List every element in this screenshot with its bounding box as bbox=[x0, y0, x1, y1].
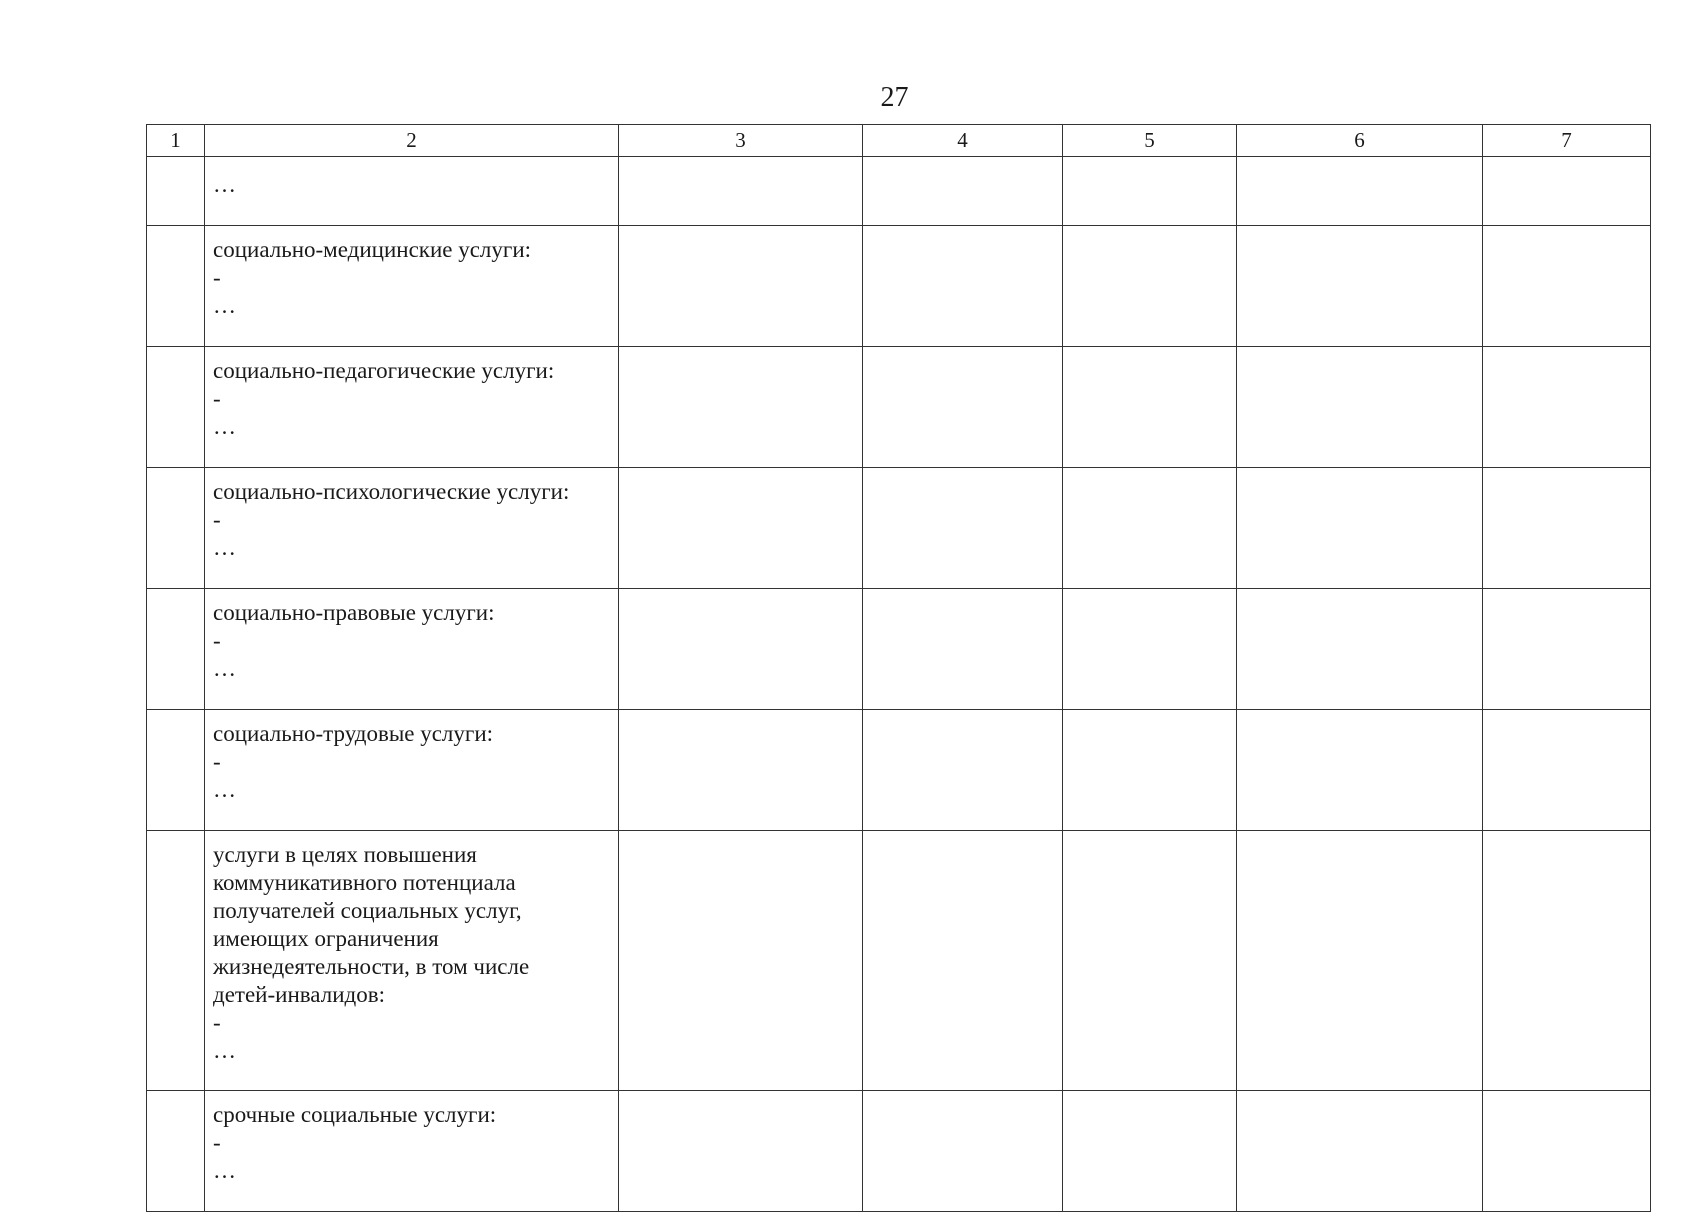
cell-col-6 bbox=[1237, 710, 1483, 831]
cell-col-6 bbox=[1237, 347, 1483, 468]
header-col-7: 7 bbox=[1483, 125, 1651, 157]
cell-col-6 bbox=[1237, 589, 1483, 710]
cell-col-5 bbox=[1063, 589, 1237, 710]
table-row bbox=[147, 157, 1651, 226]
cell-line: социально-трудовые услуги: bbox=[213, 721, 494, 746]
cell-col-3 bbox=[619, 589, 863, 710]
cell-service-name bbox=[205, 347, 619, 468]
cell-col-3 bbox=[619, 226, 863, 347]
cell-line: детей-инвалидов: bbox=[213, 982, 385, 1007]
cell-col-5 bbox=[1063, 710, 1237, 831]
cell-col-5 bbox=[1063, 1091, 1237, 1212]
table-row bbox=[147, 468, 1651, 589]
cell-col-3 bbox=[619, 1091, 863, 1212]
cell-service-name bbox=[205, 1091, 619, 1212]
cell-line: услуги в целях повышения bbox=[213, 842, 477, 867]
cell-col-4 bbox=[863, 589, 1063, 710]
cell-col-1 bbox=[147, 347, 205, 468]
cell-col-6 bbox=[1237, 831, 1483, 1091]
cell-line: … bbox=[213, 414, 236, 439]
cell-col-4 bbox=[863, 347, 1063, 468]
cell-service-name bbox=[205, 589, 619, 710]
cell-service-name bbox=[205, 226, 619, 347]
cell-col-1 bbox=[147, 831, 205, 1091]
cell-service-name bbox=[205, 157, 619, 226]
cell-col-5 bbox=[1063, 347, 1237, 468]
cell-col-7 bbox=[1483, 468, 1651, 589]
cell-col-5 bbox=[1063, 226, 1237, 347]
table-row bbox=[147, 347, 1651, 468]
cell-col-1 bbox=[147, 1091, 205, 1212]
cell-col-1 bbox=[147, 468, 205, 589]
cell-col-4 bbox=[863, 1091, 1063, 1212]
cell-col-1 bbox=[147, 589, 205, 710]
cell-col-5 bbox=[1063, 468, 1237, 589]
cell-col-4 bbox=[863, 226, 1063, 347]
cell-col-5 bbox=[1063, 831, 1237, 1091]
cell-col-6 bbox=[1237, 157, 1483, 226]
cell-col-6 bbox=[1237, 226, 1483, 347]
cell-service-name bbox=[205, 831, 619, 1091]
cell-line: … bbox=[213, 535, 236, 560]
cell-line: коммуникативного потенциала bbox=[213, 870, 516, 895]
cell-line: срочные социальные услуги: bbox=[213, 1102, 497, 1127]
cell-line: … bbox=[213, 172, 236, 197]
cell-line: - bbox=[213, 628, 221, 653]
cell-col-3 bbox=[619, 710, 863, 831]
cell-col-5 bbox=[1063, 157, 1237, 226]
cell-col-1 bbox=[147, 710, 205, 831]
cell-line: жизнедеятельности, в том числе bbox=[213, 954, 530, 979]
cell-line: - bbox=[213, 265, 221, 290]
cell-col-1 bbox=[147, 226, 205, 347]
header-col-3: 3 bbox=[619, 125, 863, 157]
cell-line: имеющих ограничения bbox=[213, 926, 439, 951]
cell-line: социально-педагогические услуги: bbox=[213, 358, 555, 383]
cell-service-name bbox=[205, 710, 619, 831]
cell-col-7 bbox=[1483, 1091, 1651, 1212]
cell-col-4 bbox=[863, 831, 1063, 1091]
cell-col-4 bbox=[863, 157, 1063, 226]
cell-col-3 bbox=[619, 347, 863, 468]
cell-col-3 bbox=[619, 157, 863, 226]
cell-col-3 bbox=[619, 831, 863, 1091]
cell-line: социально-психологические услуги: bbox=[213, 479, 570, 504]
header-col-5: 5 bbox=[1063, 125, 1237, 157]
cell-col-7 bbox=[1483, 710, 1651, 831]
cell-line: - bbox=[213, 1130, 221, 1155]
header-col-1: 1 bbox=[147, 125, 205, 157]
cell-col-7 bbox=[1483, 831, 1651, 1091]
cell-col-1 bbox=[147, 157, 205, 226]
cell-line: социально-правовые услуги: bbox=[213, 600, 495, 625]
cell-line: - bbox=[213, 507, 221, 532]
header-row bbox=[147, 125, 1651, 157]
cell-col-7 bbox=[1483, 226, 1651, 347]
cell-line: … bbox=[213, 777, 236, 802]
cell-line: - bbox=[213, 386, 221, 411]
cell-col-4 bbox=[863, 468, 1063, 589]
page-number: 27 bbox=[880, 82, 909, 113]
cell-line: … bbox=[213, 293, 236, 318]
cell-line: … bbox=[213, 1158, 236, 1183]
table-row bbox=[147, 1091, 1651, 1212]
cell-line: … bbox=[213, 656, 236, 681]
table-row bbox=[147, 226, 1651, 347]
cell-col-7 bbox=[1483, 157, 1651, 226]
cell-line: … bbox=[213, 1038, 236, 1063]
services-table bbox=[146, 124, 1651, 1212]
table-row bbox=[147, 831, 1651, 1091]
cell-line: - bbox=[213, 749, 221, 774]
cell-col-7 bbox=[1483, 347, 1651, 468]
cell-col-6 bbox=[1237, 468, 1483, 589]
cell-col-7 bbox=[1483, 589, 1651, 710]
cell-service-name bbox=[205, 468, 619, 589]
header-col-4: 4 bbox=[863, 125, 1063, 157]
cell-line: социально-медицинские услуги: bbox=[213, 237, 532, 262]
table-row bbox=[147, 710, 1651, 831]
cell-line: - bbox=[213, 1010, 221, 1035]
cell-col-3 bbox=[619, 468, 863, 589]
header-col-6: 6 bbox=[1237, 125, 1483, 157]
table-row bbox=[147, 589, 1651, 710]
header-col-2: 2 bbox=[205, 125, 619, 157]
cell-col-4 bbox=[863, 710, 1063, 831]
cell-line: получателей социальных услуг, bbox=[213, 898, 522, 923]
cell-col-6 bbox=[1237, 1091, 1483, 1212]
